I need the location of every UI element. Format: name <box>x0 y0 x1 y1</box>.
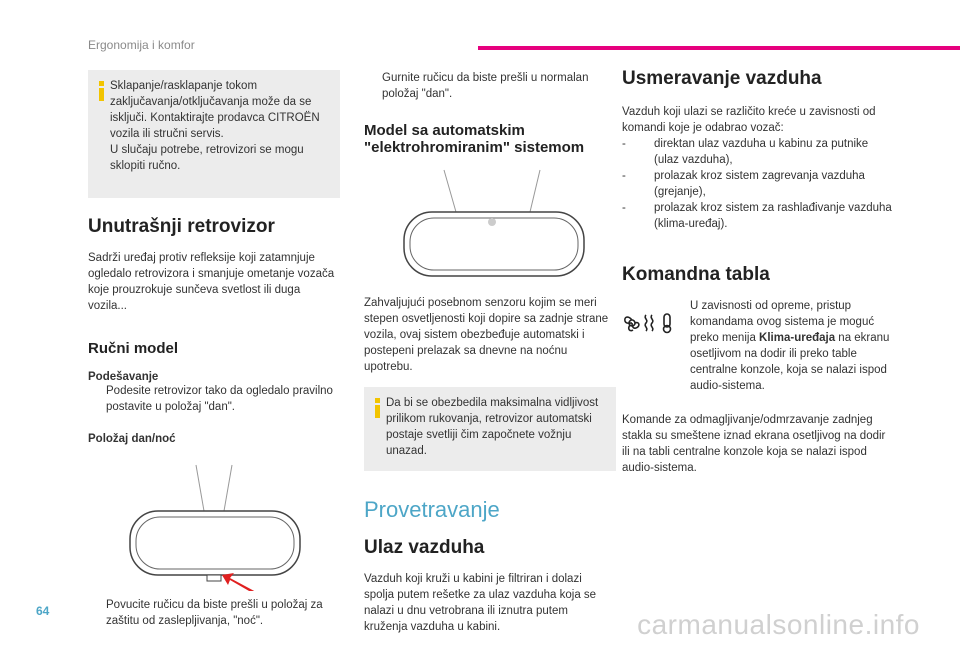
section-heading: Ulaz vazduha <box>364 537 485 558</box>
info-icon <box>375 398 380 418</box>
flow-item-text: prolazak kroz sistem za rashlađivanje vazduha (klima-uređaj). <box>654 202 892 230</box>
dash-glyph: - <box>622 202 626 214</box>
middle-column <box>364 70 616 635</box>
panel-block <box>622 298 892 398</box>
adjust-bullet-text: Podesite retrovizor tako da ogledalo pravilno postavite u položaj "dan". <box>106 385 333 413</box>
right-column <box>622 68 892 476</box>
info-note <box>88 70 340 198</box>
subsection-heading: Ručni model <box>88 340 179 357</box>
flow-intro: Vazduh koji ulazi se različito kreće u zavisnosti od komandi koje je odabrao vozač: <box>622 106 876 134</box>
left-column <box>88 70 340 629</box>
section-accent-bar <box>478 46 960 50</box>
daynight-label: Položaj dan/noć <box>88 433 176 445</box>
flow-item <box>622 168 892 200</box>
flow-item-text: direktan ulaz vazduha u kabinu za putnike (ulaz vazduha), <box>654 138 869 166</box>
watermark: carmanualsonline.info <box>637 609 920 640</box>
night-bullet-text: Povucite ručicu da biste prešli u položaj za zaštitu od zaslepljivanja, "noć". <box>106 599 323 627</box>
section-heading: Unutrašnji retrovizor <box>88 216 275 237</box>
defrost-text: Komande za odmagljivanje/odmrzavanje zadnjeg stakla su smeštene iznad ekrana osetljivog na dodir ili na tabli centralne konzole koja se nalazi ispod audio-sistema. <box>622 414 886 474</box>
info-icon <box>99 81 104 101</box>
info-note <box>364 387 616 471</box>
light-sensor <box>488 218 496 226</box>
chapter-title: Provetravanje <box>364 497 500 522</box>
climate-icon <box>622 312 678 334</box>
panel-text-part: U zavisnosti od opreme, pristup komandama ovog sistema je moguć preko menija <box>690 300 875 344</box>
air-text: Vazduh koji kruži u kabini je filtriran i dolazi spolja putem rešetke za ulaz vazduha koja se nalazi u dnu vetrobrana ili iznutra putem kruženja vazduha u kabini. <box>364 573 597 633</box>
section-heading: Usmeravanje vazduha <box>622 68 822 89</box>
panel-text <box>690 298 890 394</box>
manual-mirror-illustration <box>118 461 308 591</box>
subsection-heading: Model sa automatskim "elektrohromiranim" sistemom <box>364 122 585 156</box>
adjust-label: Podešavanje <box>88 371 159 383</box>
panel-text-emphasis: Klima-uređaja <box>759 332 836 344</box>
normal-bullet-text: Gurnite ručicu da biste prešli u normalan položaj "dan". <box>382 72 589 100</box>
dash-glyph: - <box>622 138 626 150</box>
flow-item <box>622 136 892 168</box>
section-heading: Komandna tabla <box>622 264 770 285</box>
night-bullet <box>88 597 340 629</box>
intro-text: Sadrži uređaj protiv refleksije koji zatamnjuje ogledalo retrovizora i smanjuje ometanje vozača koje prouzrokuje sunčeva svetlost ili duga vozila... <box>88 252 335 312</box>
adjust-bullet <box>88 383 340 415</box>
dash-glyph: - <box>622 170 626 182</box>
auto-text: Zahvaljujući posebnom senzoru kojim se meri stepen osvetljenosti koji dopire sa zadnje strane vozila, ovaj sistem obezbeđuje automatski i postepeni prelazak sa dnevne na noćnu upotrebu. <box>364 297 609 373</box>
normal-bullet <box>364 70 616 102</box>
info-note-text: Da bi se obezbedila maksimalna vidljivost prilikom rukovanja, retrovizor automatski postaje svetliji čim započnete vožnju unazad. <box>386 397 599 457</box>
section-title: Ergonomija i komfor <box>88 38 195 52</box>
info-note-text: Sklapanje/rasklapanje tokom zaključavanja/otključavanja može da se isključi. Kontaktirajte prodavca CITROËN vozila ili stručni servis. U slučaju potrebe, retrovizori se mogu sklopiti ručno. <box>110 80 320 172</box>
flow-item <box>622 200 892 232</box>
auto-mirror-illustration <box>400 166 590 281</box>
page-number: 64 <box>36 604 50 618</box>
flow-item-text: prolazak kroz sistem zagrevanja vazduha (grejanje), <box>654 170 865 198</box>
panel-text-part: na ekranu osetljivom na dodir ili preko table centralne konzole, koja se nalazi ispod audio-sistema. <box>690 332 890 392</box>
